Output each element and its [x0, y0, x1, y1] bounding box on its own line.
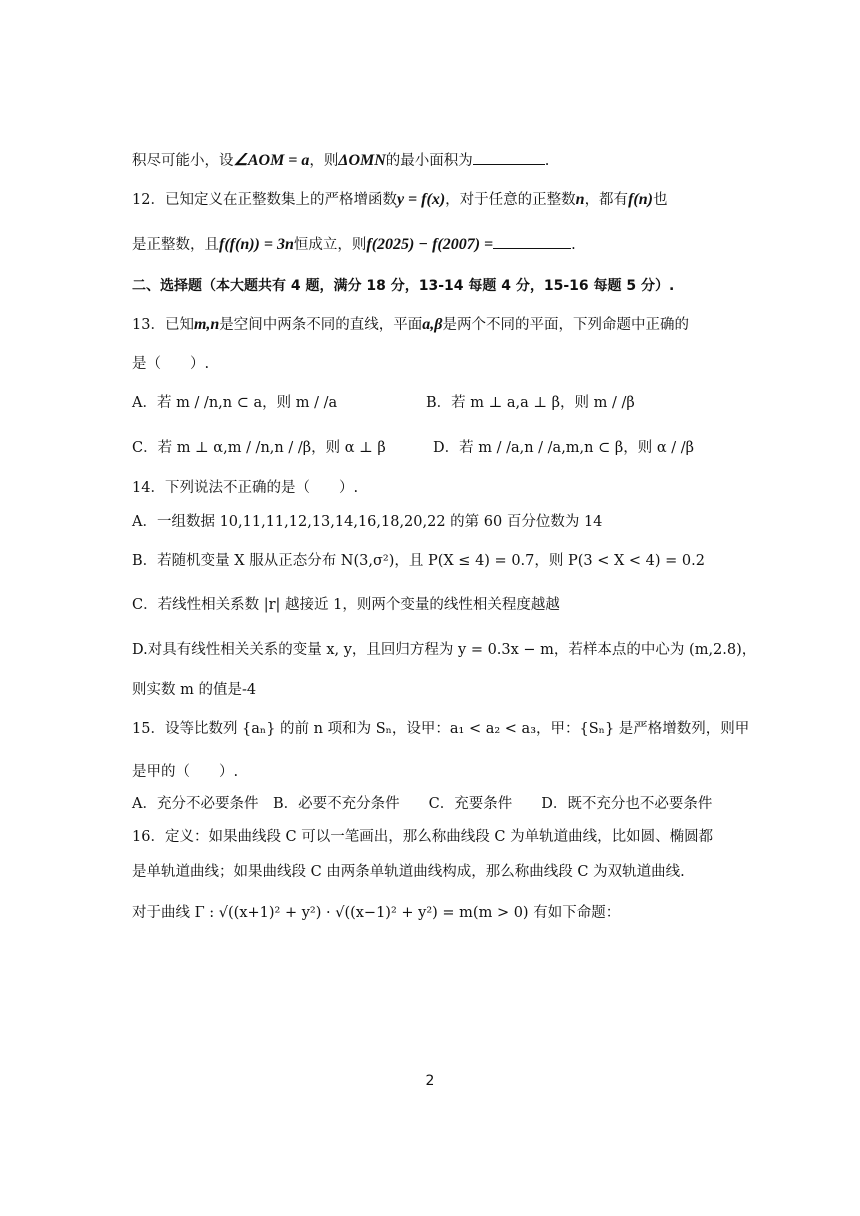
- text: 是两个不同的平面，下列命题中正确的: [442, 317, 689, 333]
- math: y = f(x): [396, 191, 446, 208]
- question-14-option-b: B．若随机变量 X 服从正态分布 N(3,σ²)，且 P(X ≤ 4) = 0.7，则 P(3 < X < 4) = 0.2: [132, 553, 705, 569]
- question-16-line3: 对于曲线 Γ : √((x+1)² + y²) · √((x−1)² + y²) = m(m > 0) 有如下命题：: [132, 905, 621, 921]
- question-13-option-d: D．若 m / /a,n / /a,m,n ⊂ β，则 α / /β: [433, 440, 695, 456]
- text: 也: [652, 192, 668, 208]
- math: f(f(n)) = 3n: [219, 236, 294, 253]
- text: .: [571, 237, 576, 253]
- question-13-option-a: A．若 m / /n,n ⊂ a，则 m / /a: [132, 395, 338, 411]
- answer-blank: [493, 236, 571, 249]
- answer-blank: [473, 152, 545, 165]
- line-area-question: [132, 151, 742, 171]
- question-16-line1: 16．定义：如果曲线段 C 可以一笔画出，那么称曲线段 C 为单轨道曲线，比如圆、椭圆都: [132, 829, 714, 845]
- math: ΔOMN: [338, 152, 386, 169]
- text: ，则: [309, 153, 339, 169]
- section-2-heading: 二、选择题（本大题共有 4 题，满分 18 分，13-14 每题 4 分，15-16 每题 5 分）.: [132, 278, 675, 294]
- question-16-line2: 是单轨道曲线；如果曲线段 C 由两条单轨道曲线构成，那么称曲线段 C 为双轨道曲线.: [132, 864, 685, 880]
- question-15-line2: 是甲的（ ）.: [132, 764, 239, 780]
- question-15-line1: 15．设等比数列 {aₙ} 的前 n 项和为 Sₙ，设甲：a₁ < a₂ < a₃，甲：{Sₙ} 是严格增数列，则甲: [132, 721, 750, 737]
- question-14-option-c: C．若线性相关系数 |r| 越接近 1，则两个变量的线性相关程度越越: [132, 597, 560, 613]
- math: f(n): [628, 191, 653, 208]
- page-number: 2: [425, 1073, 435, 1089]
- text: 是空间中两条不同的直线，平面: [219, 317, 423, 333]
- text: ，都有: [584, 192, 629, 208]
- math: f(2025) − f(2007) =: [366, 236, 494, 253]
- text: .: [544, 153, 550, 169]
- question-13-line2: 是（ ）.: [132, 356, 210, 372]
- text: 12．已知定义在正整数集上的严格增函数: [132, 192, 397, 208]
- math: n: [575, 191, 585, 208]
- math: a,β: [422, 316, 443, 333]
- question-15-options: A．充分不必要条件 B．必要不充分条件 C．充要条件 D．既不充分也不必要条件: [132, 796, 713, 812]
- question-13-line1: [132, 315, 742, 335]
- question-12-line2: [132, 235, 742, 255]
- question-14-option-a: A．一组数据 10,11,11,12,13,14,16,18,20,22 的第 60 百分位数为 14: [132, 514, 603, 530]
- question-13-option-b: B．若 m ⊥ a,a ⊥ β，则 m / /β: [426, 395, 635, 411]
- math: m,n: [193, 316, 220, 333]
- text: 是正整数，且: [132, 237, 219, 253]
- text: 13．已知: [132, 317, 194, 333]
- question-14-option-d-line2: 则实数 m 的值是-4: [132, 682, 257, 698]
- math: ∠AOM = a: [233, 152, 310, 169]
- question-14-option-d-line1: D.对具有线性相关关系的变量 x, y，且回归方程为 y = 0.3x − m，若样本点的中心为 (m,2.8)，: [132, 642, 757, 658]
- text: 的最小面积为: [385, 153, 473, 169]
- question-12-line1: [132, 190, 742, 210]
- question-14: 14．下列说法不正确的是（ ）.: [132, 480, 359, 496]
- text: ，对于任意的正整数: [445, 192, 576, 208]
- question-13-option-c: C．若 m ⊥ α,m / /n,n / /β，则 α ⊥ β: [132, 440, 386, 456]
- text: 恒成立，则: [293, 237, 367, 253]
- text: 积尽可能小，设: [132, 153, 234, 169]
